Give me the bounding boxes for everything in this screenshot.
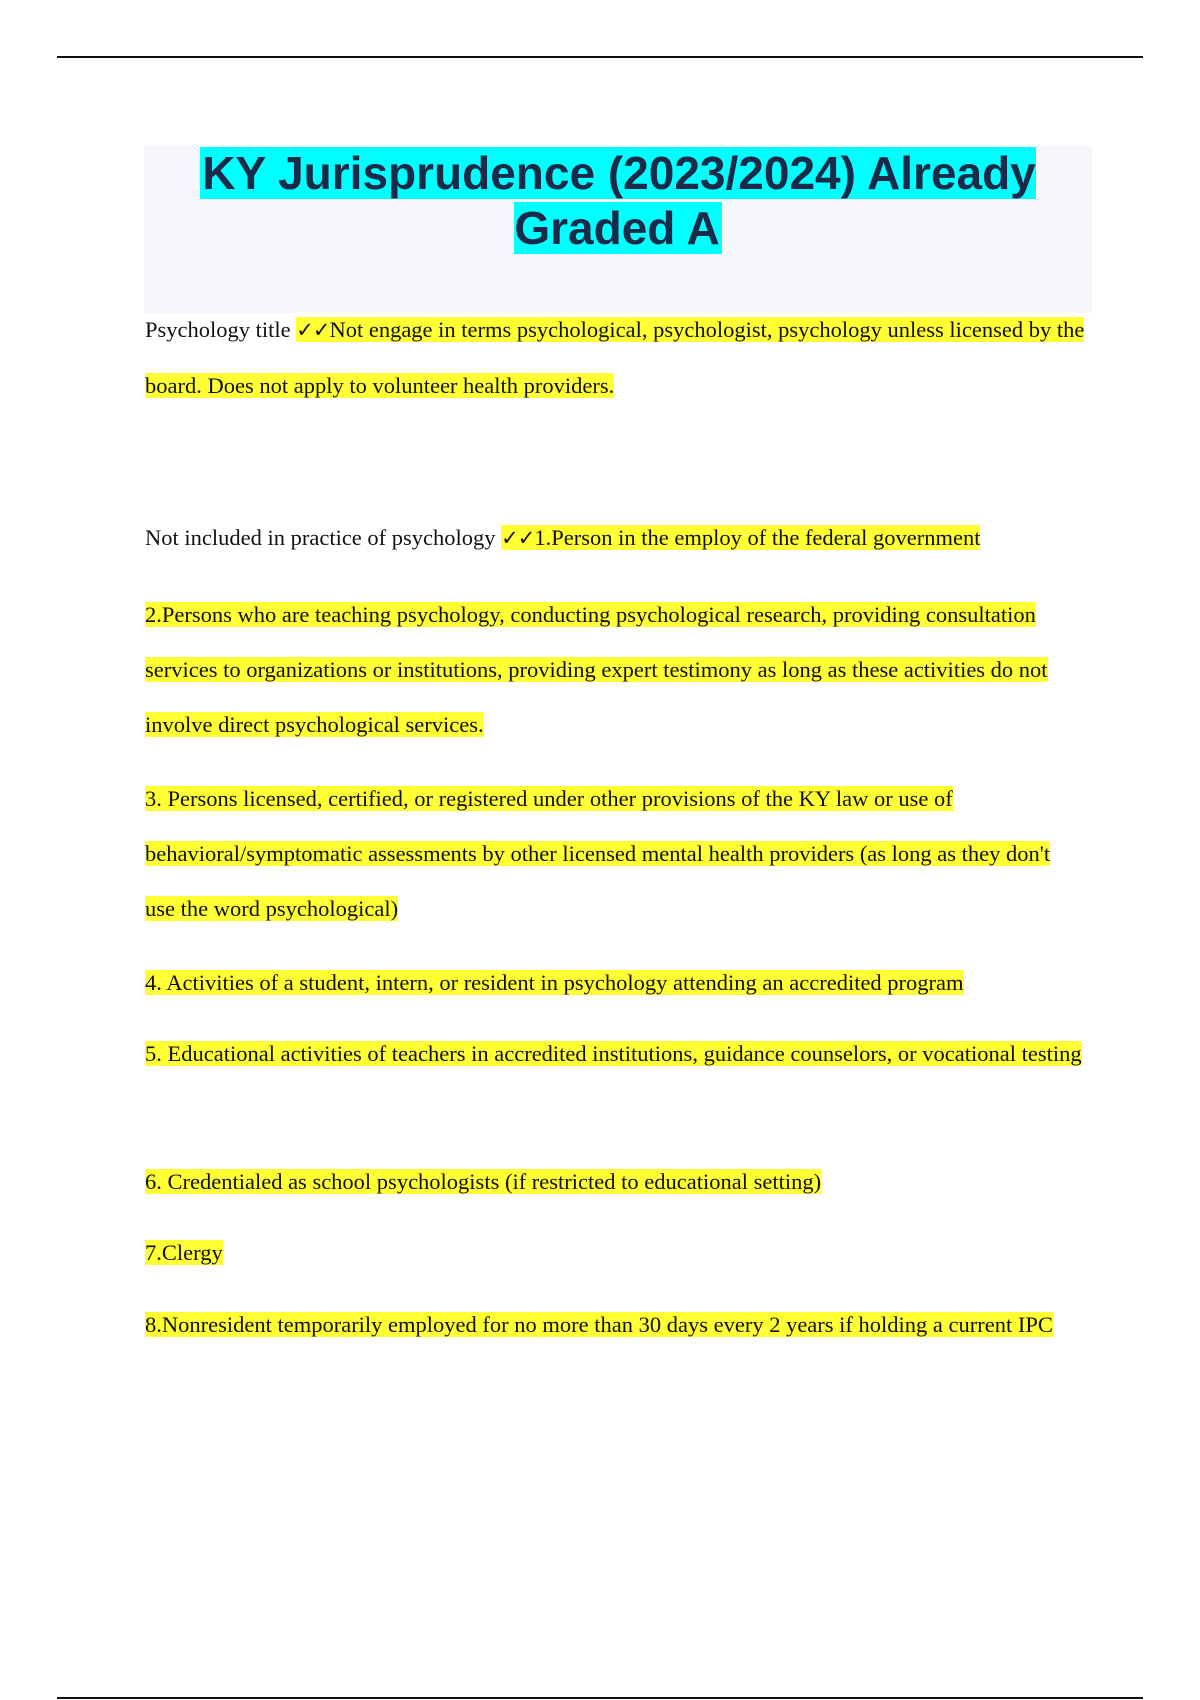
list-item-text: 2.Persons who are teaching psychology, conducting psychological research, providing consultation services to organizations or institutions, providing expert testimony as long as these activities do not involve direct psychological services. [145, 602, 1048, 737]
list-item [145, 1225, 1085, 1281]
qa-answer [501, 525, 980, 550]
check-mark-icon: ✓✓ [296, 318, 330, 342]
list-item [145, 1297, 1085, 1352]
list-item [145, 955, 1085, 1011]
document-title [144, 146, 1092, 256]
list-item [145, 771, 1085, 936]
list-item [145, 1026, 1085, 1081]
qa-term: Psychology title [145, 317, 291, 342]
qa-psychology-title [145, 302, 1085, 414]
list-item-text: 5. Educational activities of teachers in accredited institutions, guidance counselors, or vocational testing [145, 1041, 1082, 1066]
qa-answer-text: 1.Person in the employ of the federal government [534, 525, 981, 550]
list-item [145, 587, 1085, 752]
list-item-text: 4. Activities of a student, intern, or resident in psychology attending an accredited program [145, 970, 964, 995]
list-item [145, 1154, 1085, 1210]
list-item-text: 6. Credentialed as school psychologists (if restricted to educational setting) [145, 1169, 822, 1194]
title-banner [144, 146, 1092, 313]
document-title-text: KY Jurisprudence (2023/2024) Already Graded A [202, 147, 1036, 254]
list-item-text: 3. Persons licensed, certified, or registered under other provisions of the KY law or use of behavioral/symptomatic assessments by other licensed mental health providers (as long as they don't use the word psychological) [145, 786, 1051, 921]
check-mark-icon: ✓✓ [501, 526, 535, 550]
bottom-rule [57, 1697, 1143, 1699]
qa-term: Not included in practice of psychology [145, 525, 496, 550]
list-item-text: 7.Clergy [145, 1240, 223, 1265]
qa-answer-text: Not engage in terms psychological, psychologist, psychology unless licensed by the board. Does not apply to volunteer health providers. [145, 317, 1085, 398]
qa-not-included-practice [145, 510, 1085, 566]
top-rule [57, 56, 1143, 58]
list-item-text: 8.Nonresident temporarily employed for no more than 30 days every 2 years if holding a current IPC [145, 1312, 1053, 1337]
